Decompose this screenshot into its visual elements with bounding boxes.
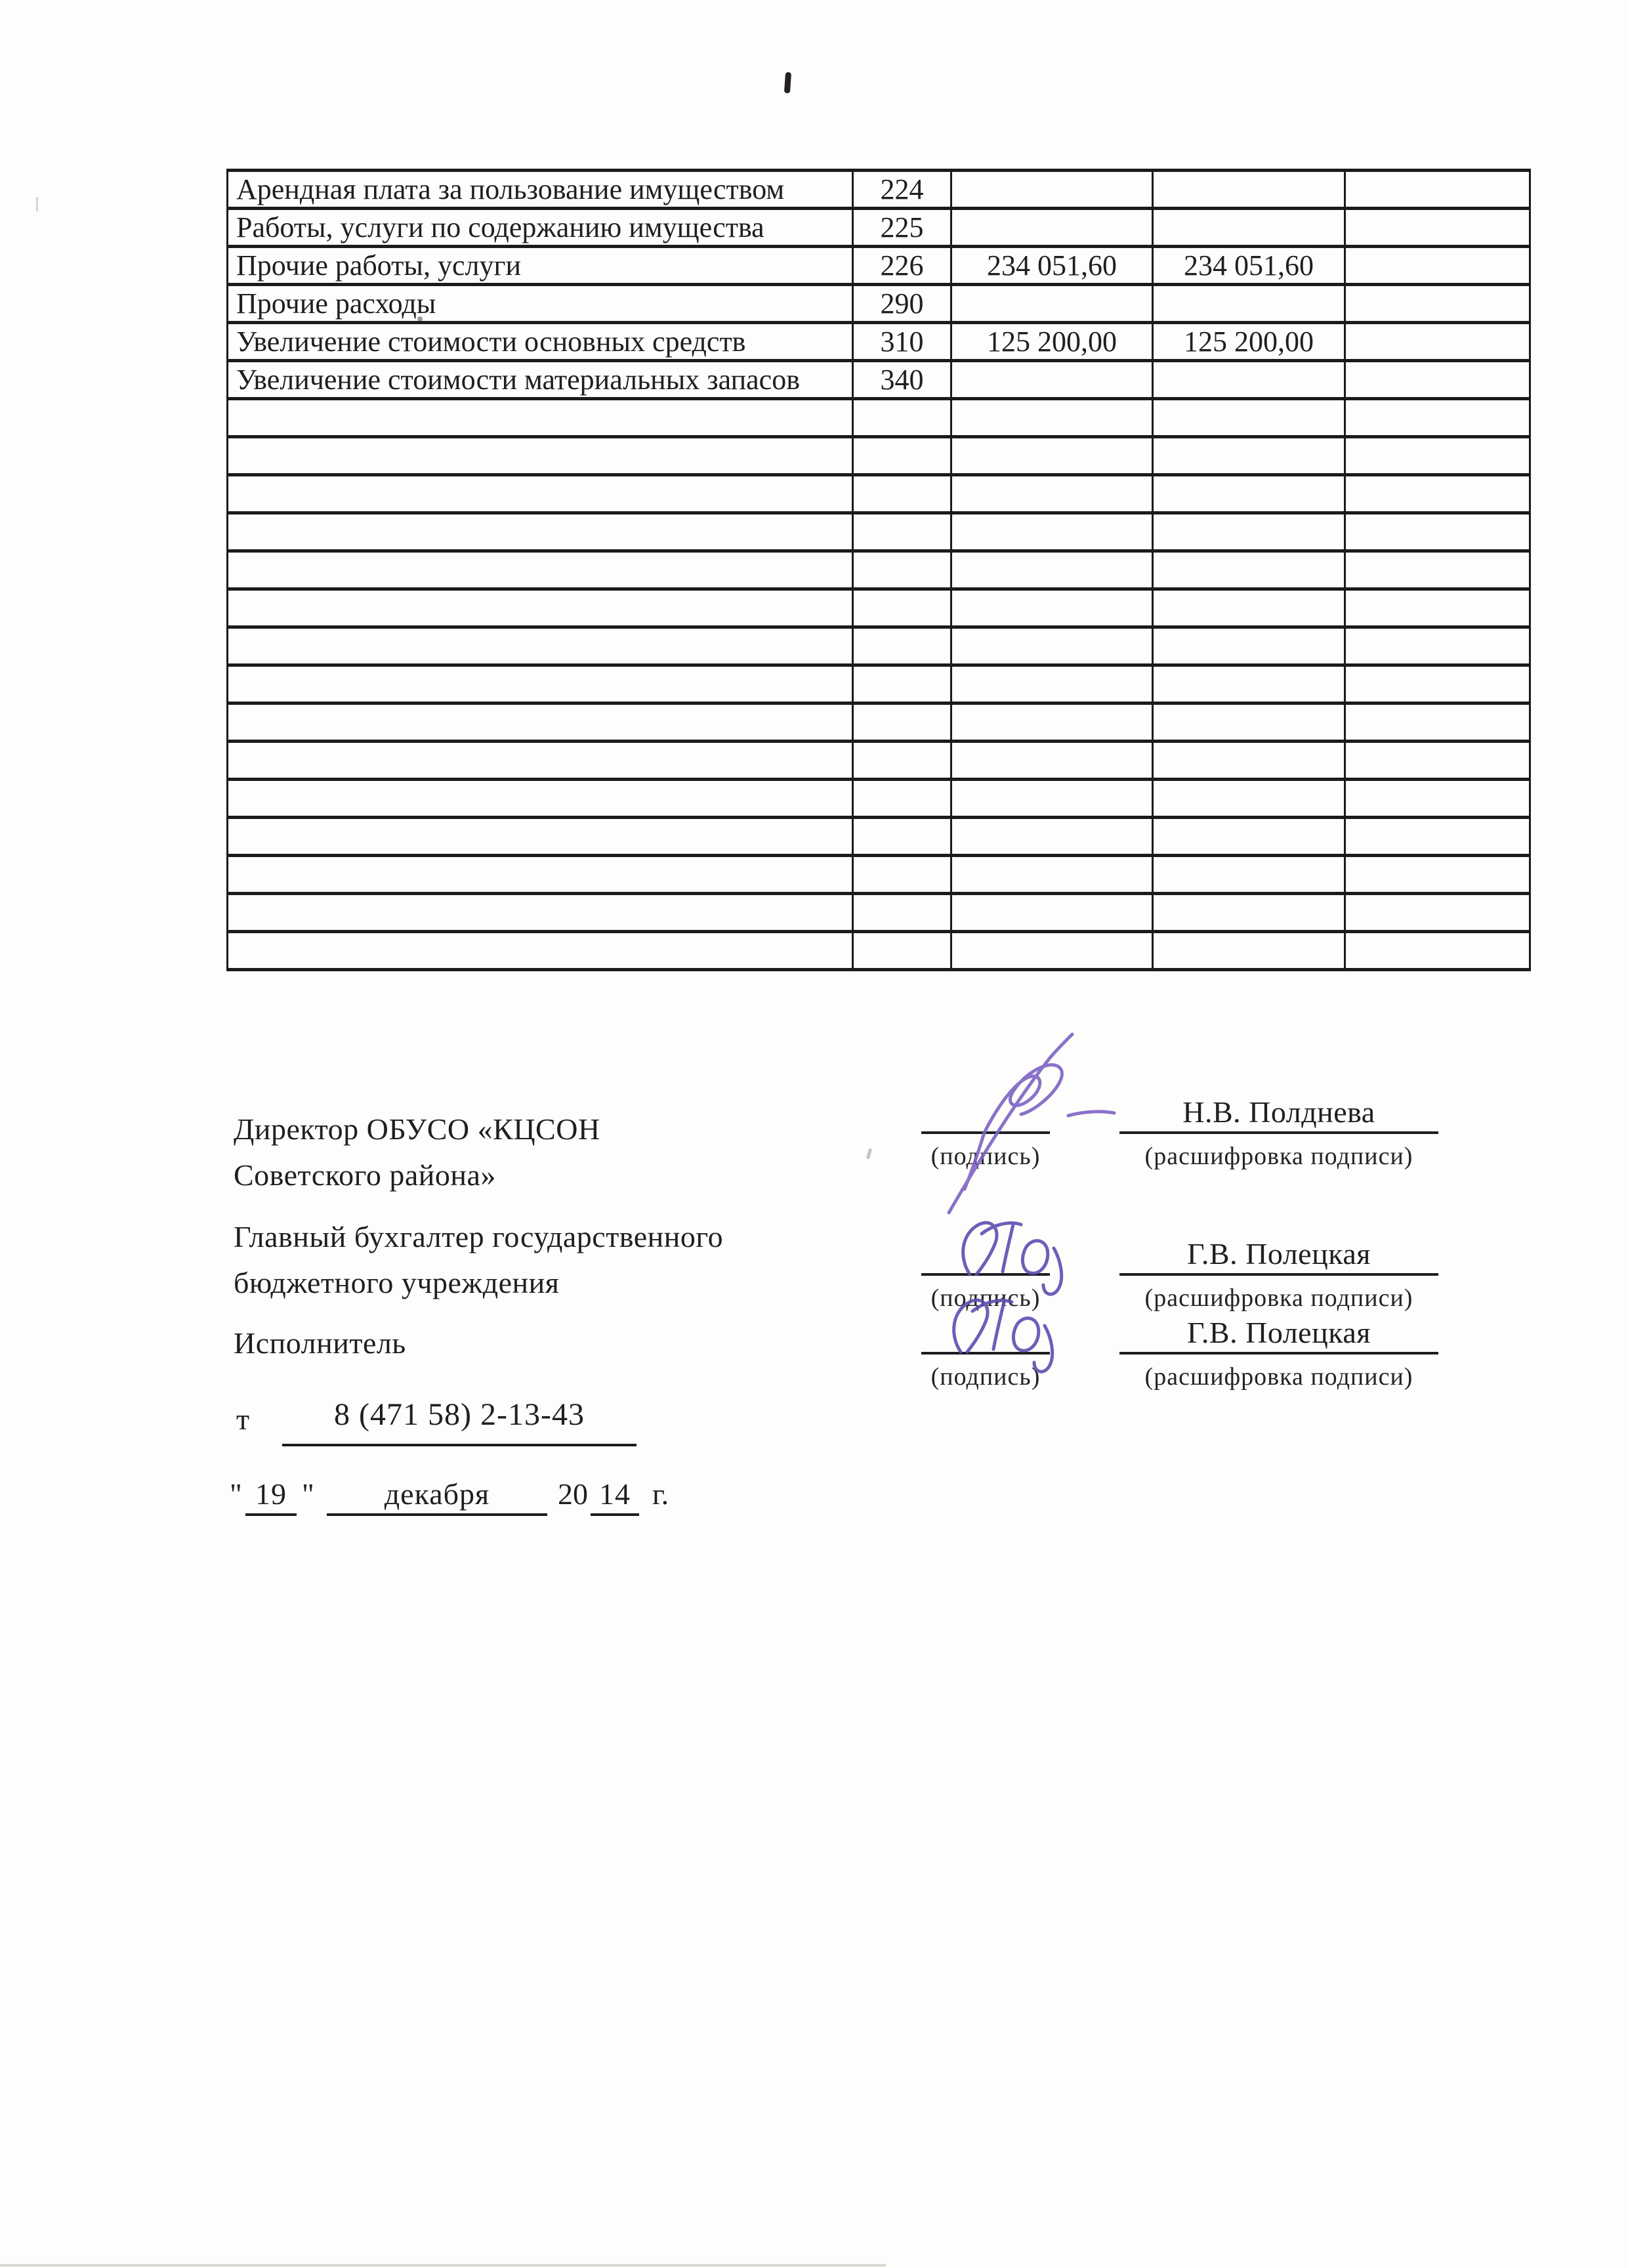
row-name-cell: Прочие работы, услуги — [228, 247, 853, 285]
date-era-label: г. — [652, 1477, 669, 1511]
row-value-cell — [1345, 665, 1530, 704]
row-value-cell — [1153, 818, 1345, 856]
row-value-cell — [951, 399, 1153, 437]
row-value-cell — [1345, 475, 1530, 513]
name-line — [1119, 1352, 1438, 1354]
name-caption: (расшифровка подписи) — [1144, 1363, 1413, 1391]
scan-artifact-dash — [784, 72, 791, 94]
row-value-cell: 234 051,60 — [951, 247, 1153, 285]
row-code-cell — [853, 665, 951, 704]
row-code-cell: 225 — [853, 209, 951, 247]
signer-role-executor — [234, 1320, 824, 1366]
table-row — [228, 285, 1530, 323]
row-name-cell — [228, 780, 853, 818]
row-value-cell — [1153, 285, 1345, 323]
table-row — [228, 818, 1530, 856]
phone-label: т — [236, 1402, 250, 1436]
table-row — [228, 475, 1530, 513]
table-row — [228, 399, 1530, 437]
signer-name: Г.В. Полецкая — [1187, 1237, 1371, 1270]
row-value-cell — [1345, 551, 1530, 589]
row-value-cell — [1153, 361, 1345, 399]
row-name-cell — [228, 475, 853, 513]
row-value-cell — [951, 856, 1153, 894]
row-value-cell — [1153, 437, 1345, 475]
table-row — [228, 627, 1530, 665]
signer-role-accountant — [234, 1214, 890, 1306]
row-value-cell — [1153, 856, 1345, 894]
signature-line — [921, 1131, 1050, 1134]
row-value-cell — [1153, 209, 1345, 247]
row-code-cell: 310 — [853, 323, 951, 361]
row-value-cell — [1345, 742, 1530, 780]
scan-artifact-edge-mark — [36, 197, 38, 211]
row-value-cell — [951, 665, 1153, 704]
phone-number: 8 (471 58) 2-13-43 — [334, 1397, 585, 1432]
table-row — [228, 704, 1530, 742]
scan-artifact-tick — [866, 1148, 872, 1160]
director-signature-ink — [949, 1034, 1114, 1213]
row-code-cell — [853, 742, 951, 780]
date-day-underline — [245, 1513, 297, 1516]
row-value-cell — [951, 437, 1153, 475]
row-name-cell — [228, 399, 853, 437]
table-row — [228, 589, 1530, 627]
name-caption: (расшифровка подписи) — [1144, 1284, 1413, 1312]
table-row — [228, 551, 1530, 589]
row-code-cell — [853, 589, 951, 627]
row-code-cell — [853, 399, 951, 437]
budget-table — [226, 169, 1531, 971]
row-value-cell — [951, 818, 1153, 856]
table-row — [228, 361, 1530, 399]
name-caption: (расшифровка подписи) — [1144, 1143, 1413, 1170]
row-name-cell — [228, 894, 853, 932]
phone-underline — [282, 1444, 637, 1446]
signer-role-line2: бюджетного учреждения — [234, 1266, 560, 1299]
row-name-cell — [228, 627, 853, 665]
row-value-cell: 125 200,00 — [951, 323, 1153, 361]
table-row — [228, 894, 1530, 932]
name-line — [1119, 1131, 1438, 1134]
name-line — [1119, 1273, 1438, 1276]
row-code-cell: 224 — [853, 171, 951, 209]
row-value-cell — [1345, 704, 1530, 742]
table-row — [228, 171, 1530, 209]
row-value-cell — [1153, 627, 1345, 665]
row-value-cell — [1345, 856, 1530, 894]
row-value-cell — [1345, 894, 1530, 932]
signer-name: Г.В. Полецкая — [1187, 1316, 1371, 1349]
table-row — [228, 932, 1530, 970]
table-row — [228, 437, 1530, 475]
row-value-cell — [1153, 665, 1345, 704]
scan-artifact-bottom-edge — [0, 2264, 886, 2267]
row-name-cell — [228, 589, 853, 627]
row-value-cell — [1153, 894, 1345, 932]
row-code-cell — [853, 627, 951, 665]
row-name-cell — [228, 513, 853, 551]
row-name-cell — [228, 551, 853, 589]
row-value-cell — [951, 894, 1153, 932]
row-value-cell: 234 051,60 — [1153, 247, 1345, 285]
row-value-cell — [1345, 437, 1530, 475]
date-quote-close: " — [302, 1477, 314, 1511]
date-century: 20 — [558, 1477, 588, 1511]
row-value-cell — [951, 627, 1153, 665]
row-value-cell — [1345, 780, 1530, 818]
table-row — [228, 513, 1530, 551]
row-name-cell — [228, 437, 853, 475]
row-code-cell — [853, 932, 951, 970]
row-name-cell — [228, 704, 853, 742]
row-value-cell — [1345, 818, 1530, 856]
date-day: 19 — [255, 1477, 287, 1511]
row-value-cell — [1153, 399, 1345, 437]
row-value-cell — [1153, 780, 1345, 818]
row-name-cell — [228, 932, 853, 970]
date-quote-open: " — [230, 1477, 242, 1511]
row-code-cell — [853, 475, 951, 513]
signature-line — [921, 1273, 1050, 1276]
table-row — [228, 323, 1530, 361]
row-value-cell — [951, 209, 1153, 247]
row-value-cell — [951, 361, 1153, 399]
date-year: 14 — [599, 1477, 631, 1511]
row-code-cell: 290 — [853, 285, 951, 323]
row-value-cell — [1345, 361, 1530, 399]
signer-role-line1: Директор ОБУСО «КЦСОН — [234, 1112, 600, 1146]
row-name-cell: Увеличение стоимости основных средств — [228, 323, 853, 361]
row-name-cell: Увеличение стоимости материальных запасов — [228, 361, 853, 399]
row-name-cell — [228, 856, 853, 894]
row-value-cell — [951, 285, 1153, 323]
row-value-cell — [951, 932, 1153, 970]
row-value-cell — [951, 171, 1153, 209]
row-name-cell: Прочие расходы — [228, 285, 853, 323]
signer-role-line1: Главный бухгалтер государственного — [234, 1220, 724, 1253]
row-value-cell — [1153, 589, 1345, 627]
row-value-cell — [1153, 475, 1345, 513]
date-month-underline — [327, 1513, 547, 1516]
row-value-cell — [1345, 285, 1530, 323]
row-value-cell — [1345, 627, 1530, 665]
row-value-cell — [1153, 932, 1345, 970]
signature-caption: (подпись) — [930, 1284, 1041, 1312]
row-value-cell — [1345, 513, 1530, 551]
signer-role-line2: Советского района» — [234, 1158, 496, 1192]
row-value-cell — [1345, 323, 1530, 361]
budget-table-body — [228, 171, 1530, 970]
row-value-cell — [1153, 551, 1345, 589]
table-row — [228, 780, 1530, 818]
row-value-cell — [1345, 209, 1530, 247]
row-name-cell — [228, 818, 853, 856]
signer-role-director — [234, 1106, 824, 1198]
signature-caption: (подпись) — [930, 1143, 1041, 1170]
row-value-cell — [1345, 399, 1530, 437]
table-row — [228, 665, 1530, 704]
signer-role-line1: Исполнитель — [234, 1326, 406, 1360]
table-row — [228, 247, 1530, 285]
row-value-cell — [1345, 171, 1530, 209]
signature-caption: (подпись) — [930, 1363, 1041, 1391]
row-code-cell — [853, 818, 951, 856]
row-code-cell — [853, 513, 951, 551]
date-year-underline — [591, 1513, 639, 1516]
row-value-cell — [1153, 704, 1345, 742]
row-value-cell — [1345, 247, 1530, 285]
row-value-cell — [951, 475, 1153, 513]
row-value-cell: 125 200,00 — [1153, 323, 1345, 361]
signer-name: Н.В. Полднева — [1182, 1095, 1375, 1129]
row-code-cell: 340 — [853, 361, 951, 399]
row-code-cell: 226 — [853, 247, 951, 285]
row-name-cell — [228, 665, 853, 704]
row-value-cell — [1345, 932, 1530, 970]
row-code-cell — [853, 704, 951, 742]
row-value-cell — [951, 780, 1153, 818]
row-value-cell — [951, 589, 1153, 627]
row-code-cell — [853, 551, 951, 589]
row-code-cell — [853, 856, 951, 894]
row-value-cell — [951, 513, 1153, 551]
signature-line — [921, 1352, 1050, 1354]
row-value-cell — [1153, 513, 1345, 551]
row-value-cell — [1345, 589, 1530, 627]
row-name-cell: Арендная плата за пользование имуществом — [228, 171, 853, 209]
row-code-cell — [853, 894, 951, 932]
row-code-cell — [853, 437, 951, 475]
table-row — [228, 856, 1530, 894]
row-value-cell — [1153, 171, 1345, 209]
row-value-cell — [951, 551, 1153, 589]
table-row — [228, 742, 1530, 780]
row-value-cell — [951, 704, 1153, 742]
table-row — [228, 209, 1530, 247]
row-name-cell — [228, 742, 853, 780]
date-month: декабря — [384, 1477, 490, 1511]
row-code-cell — [853, 780, 951, 818]
row-name-cell: Работы, услуги по содержанию имущества — [228, 209, 853, 247]
row-value-cell — [1153, 742, 1345, 780]
row-value-cell — [951, 742, 1153, 780]
